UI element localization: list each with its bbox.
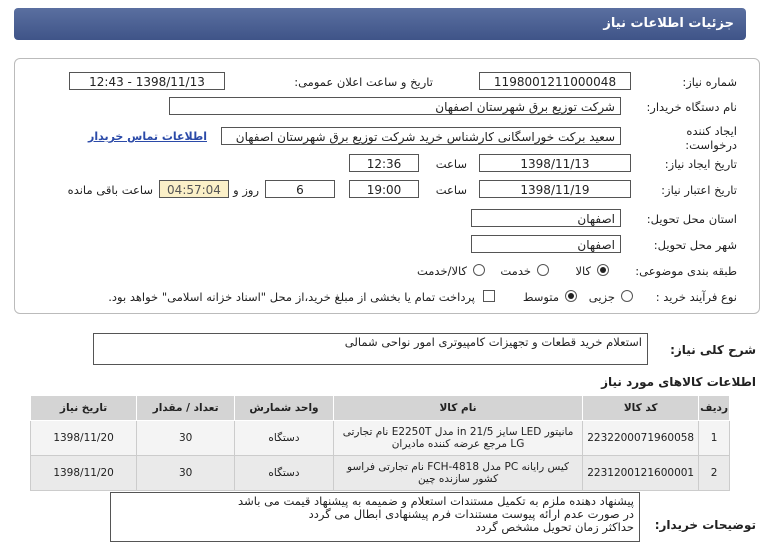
category-goods-label: کالا — [575, 264, 591, 278]
category-service-radio[interactable] — [537, 264, 549, 276]
announce-date-field: 1398/11/13 - 12:43 — [69, 72, 225, 90]
city-label: شهر محل تحویل: — [653, 238, 737, 252]
creator-field: سعید برکت خوراسگانی کارشناس خرید شرکت توزیع برق شهرستان اصفهان — [221, 127, 621, 145]
col-name: نام کالا — [333, 396, 582, 421]
process-medium-label: متوسط — [522, 290, 559, 304]
category-label: طبقه بندی موضوعی: — [635, 264, 737, 278]
cell-index: 2 — [699, 456, 730, 491]
treasury-payment-checkbox[interactable] — [483, 290, 495, 302]
cell-name: کیس رایانه PC مدل FCH-4818 نام تجارتی فراسو کشور سازنده چین — [333, 456, 582, 491]
col-index: ردیف — [699, 396, 730, 421]
notes-field — [110, 492, 640, 542]
valid-date-field: 1398/11/19 — [479, 180, 631, 198]
buyer-contact-link[interactable]: اطلاعات تماس خریدار — [87, 130, 207, 143]
table-row — [31, 456, 730, 491]
items-section-title: اطلاعات کالاهای مورد نیاز — [601, 375, 756, 389]
create-time-field: 12:36 — [349, 154, 419, 172]
notes-line: پیشنهاد دهنده ملزم به تکمیل مستندات استعلام و ضمیمه به پیشنهاد قیمت می باشد — [238, 494, 634, 508]
category-goods-radio[interactable] — [597, 264, 609, 276]
create-date-field: 1398/11/13 — [479, 154, 631, 172]
col-date: تاریخ نیاز — [31, 396, 137, 421]
create-date-label: تاریخ ایجاد نیاز: — [664, 157, 737, 171]
page-header — [14, 8, 746, 40]
process-medium-radio[interactable] — [565, 290, 577, 302]
notes-line: در صورت عدم ارائه پیوست مستندات فرم پیشنهادی ابطال می گردد — [308, 507, 634, 521]
remaining-label: ساعت باقی مانده — [67, 183, 153, 197]
col-code: کد کالا — [583, 396, 699, 421]
creator-label: ایجاد کننده درخواست: — [685, 124, 737, 152]
col-qty: تعداد / مقدار — [137, 396, 235, 421]
cell-qty: 30 — [137, 421, 235, 456]
need-number-field: 1198001211000048 — [479, 72, 631, 90]
create-time-label: ساعت — [435, 157, 467, 171]
cell-unit: دستگاه — [235, 456, 334, 491]
notes-line: حداکثر زمان تحویل مشخص گردد — [475, 520, 634, 534]
cell-index: 1 — [699, 421, 730, 456]
cell-date: 1398/11/20 — [31, 456, 137, 491]
announce-date-label: تاریخ و ساعت اعلان عمومی: — [294, 75, 433, 89]
buyer-field: شرکت توزیع برق شهرستان اصفهان — [169, 97, 621, 115]
process-minor-label: جزیی — [588, 290, 615, 304]
remaining-time-field: 04:57:04 — [159, 180, 229, 198]
province-label: استان محل تحویل: — [646, 212, 737, 226]
cell-qty: 30 — [137, 456, 235, 491]
col-unit: واحد شمارش — [235, 396, 334, 421]
category-both-label: کالا/خدمت — [416, 264, 467, 278]
treasury-payment-note: پرداخت تمام یا بخشی از مبلغ خرید،از محل "اسناد خزانه اسلامی" خواهد بود. — [108, 290, 475, 304]
buyer-label: نام دستگاه خریدار: — [646, 100, 737, 114]
cell-code: 2232200071960058 — [583, 421, 699, 456]
cell-name: مانیتور LED سایز 21/5 in مدل E2250T نام تجارتی LG مرجع عرضه کننده مادیران — [333, 421, 582, 456]
notes-label: توضیحات خریدار: — [654, 518, 756, 532]
category-both-radio[interactable] — [473, 264, 485, 276]
remaining-days-field: 6 — [265, 180, 335, 198]
need-details-panel — [14, 58, 760, 314]
cell-unit: دستگاه — [235, 421, 334, 456]
valid-date-label: تاریخ اعتبار نیاز: — [661, 183, 737, 197]
table-row — [31, 421, 730, 456]
days-label: روز و — [233, 183, 259, 197]
process-minor-radio[interactable] — [621, 290, 633, 302]
description-label: شرح کلی نیاز: — [670, 343, 756, 357]
category-service-label: خدمت — [500, 264, 531, 278]
city-field: اصفهان — [471, 235, 621, 253]
need-number-label: شماره نیاز: — [682, 75, 737, 89]
valid-time-field: 19:00 — [349, 180, 419, 198]
page-title: جزئیات اطلاعات نیاز — [603, 16, 734, 31]
cell-code: 2231200121600001 — [583, 456, 699, 491]
valid-time-label: ساعت — [435, 183, 467, 197]
description-field: استعلام خرید قطعات و تجهیزات کامپیوتری امور نواحی شمالی — [93, 333, 648, 365]
items-table — [30, 395, 730, 491]
province-field: اصفهان — [471, 209, 621, 227]
cell-date: 1398/11/20 — [31, 421, 137, 456]
process-label: نوع فرآیند خرید : — [655, 290, 737, 304]
